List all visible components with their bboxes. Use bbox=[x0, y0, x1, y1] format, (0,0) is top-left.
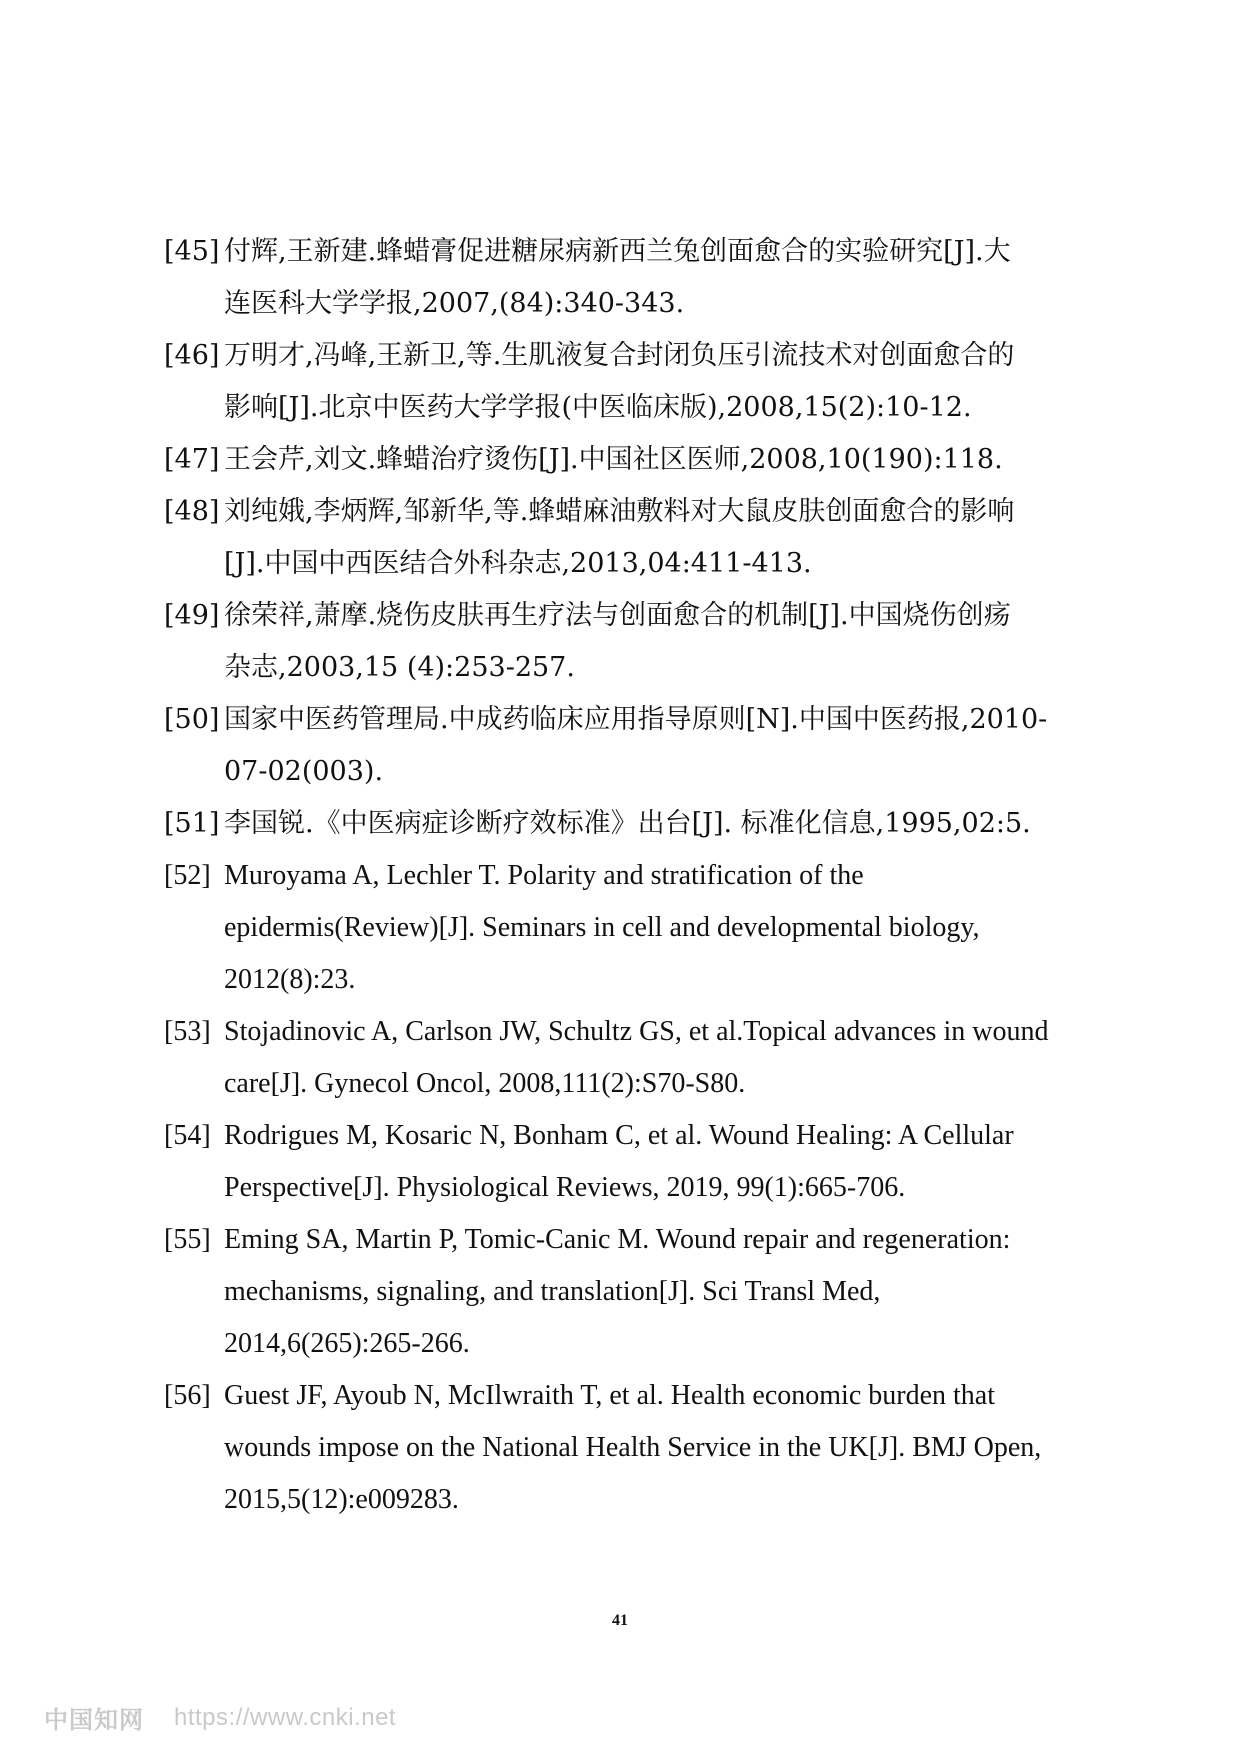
reference-number: [48] bbox=[164, 496, 220, 527]
reference-line: Stojadinovic A, Carlson JW, Schultz GS, et al.Topical advances in wound bbox=[224, 1016, 1049, 1047]
reference-text bbox=[224, 694, 1094, 798]
reference-line: 徐荣祥,萧摩.烧伤皮肤再生疗法与创面愈合的机制[J].中国烧伤创疡 bbox=[224, 600, 1011, 631]
reference-number: [45] bbox=[164, 236, 220, 267]
reference-item bbox=[164, 590, 1094, 694]
reference-line: 影响[J].北京中医药大学学报(中医临床版),2008,15(2):10-12. bbox=[224, 392, 972, 423]
reference-number: [46] bbox=[164, 340, 220, 371]
reference-line: 李国锐.《中医病症诊断疗效标准》出台[J]. 标准化信息,1995,02:5. bbox=[224, 808, 1031, 839]
reference-text bbox=[224, 850, 1094, 1006]
reference-number: [54] bbox=[164, 1120, 211, 1151]
watermark-url: https://www.cnki.net bbox=[174, 1703, 397, 1731]
reference-number: [50] bbox=[164, 704, 220, 735]
reference-line: Rodrigues M, Kosaric N, Bonham C, et al. Wound Healing: A Cellular bbox=[224, 1120, 1014, 1151]
reference-list bbox=[164, 226, 1094, 1526]
reference-number: [47] bbox=[164, 444, 220, 475]
reference-text bbox=[224, 1110, 1094, 1214]
reference-text bbox=[224, 486, 1094, 590]
reference-item bbox=[164, 694, 1094, 798]
reference-text bbox=[224, 434, 1094, 486]
reference-line: [J].中国中西医结合外科杂志,2013,04:411-413. bbox=[224, 548, 812, 579]
reference-line: 万明才,冯峰,王新卫,等.生肌液复合封闭负压引流技术对创面愈合的 bbox=[224, 340, 1015, 371]
reference-line: Perspective[J]. Physiological Reviews, 2019, 99(1):665-706. bbox=[224, 1172, 906, 1203]
reference-line: Guest JF, Ayoub N, McIlwraith T, et al. Health economic burden that bbox=[224, 1380, 995, 1411]
reference-number: [55] bbox=[164, 1224, 211, 1255]
reference-number: [49] bbox=[164, 600, 220, 631]
reference-item bbox=[164, 434, 1094, 486]
reference-text bbox=[224, 1214, 1094, 1370]
reference-line: care[J]. Gynecol Oncol, 2008,111(2):S70-S80. bbox=[224, 1068, 746, 1099]
reference-text bbox=[224, 798, 1094, 850]
reference-line: 2015,5(12):e009283. bbox=[224, 1484, 459, 1515]
reference-text bbox=[224, 226, 1094, 330]
reference-item bbox=[164, 1110, 1094, 1214]
reference-line: 国家中医药管理局.中成药临床应用指导原则[N].中国中医药报,2010- bbox=[224, 704, 1048, 735]
reference-number: [51] bbox=[164, 808, 220, 839]
reference-line: 刘纯娥,李炳辉,邹新华,等.蜂蜡麻油敷料对大鼠皮肤创面愈合的影响 bbox=[224, 496, 1015, 527]
reference-number: [53] bbox=[164, 1016, 211, 1047]
reference-item bbox=[164, 1214, 1094, 1370]
reference-item bbox=[164, 486, 1094, 590]
reference-text bbox=[224, 590, 1094, 694]
reference-line: 07-02(003). bbox=[224, 756, 384, 787]
reference-item bbox=[164, 1370, 1094, 1526]
reference-line: Eming SA, Martin P, Tomic-Canic M. Wound repair and regeneration: bbox=[224, 1224, 1011, 1255]
reference-line: epidermis(Review)[J]. Seminars in cell and developmental biology, bbox=[224, 912, 980, 943]
reference-line: 2014,6(265):265-266. bbox=[224, 1328, 470, 1359]
reference-text bbox=[224, 1006, 1094, 1110]
page-number: 41 bbox=[612, 1612, 628, 1629]
reference-item bbox=[164, 850, 1094, 1006]
reference-line: wounds impose on the National Health Service in the UK[J]. BMJ Open, bbox=[224, 1432, 1042, 1463]
reference-number: [56] bbox=[164, 1380, 211, 1411]
reference-line: 付辉,王新建.蜂蜡膏促进糖尿病新西兰兔创面愈合的实验研究[J].大 bbox=[224, 236, 1011, 267]
reference-line: mechanisms, signaling, and translation[J]. Sci Transl Med, bbox=[224, 1276, 881, 1307]
reference-item bbox=[164, 798, 1094, 850]
reference-item bbox=[164, 226, 1094, 330]
reference-text bbox=[224, 330, 1094, 434]
reference-line: 2012(8):23. bbox=[224, 964, 356, 995]
reference-text bbox=[224, 1370, 1094, 1526]
reference-line: 杂志,2003,15 (4):253-257. bbox=[224, 652, 575, 683]
watermark bbox=[44, 1700, 396, 1735]
reference-item bbox=[164, 330, 1094, 434]
reference-line: Muroyama A, Lechler T. Polarity and stratification of the bbox=[224, 860, 864, 891]
reference-line: 连医科大学学报,2007,(84):340-343. bbox=[224, 288, 685, 319]
reference-number: [52] bbox=[164, 860, 211, 891]
reference-line: 王会芹,刘文.蜂蜡治疗烫伤[J].中国社区医师,2008,10(190):118. bbox=[224, 444, 1003, 475]
watermark-logo: 中国知网 bbox=[44, 1707, 144, 1734]
reference-item bbox=[164, 1006, 1094, 1110]
